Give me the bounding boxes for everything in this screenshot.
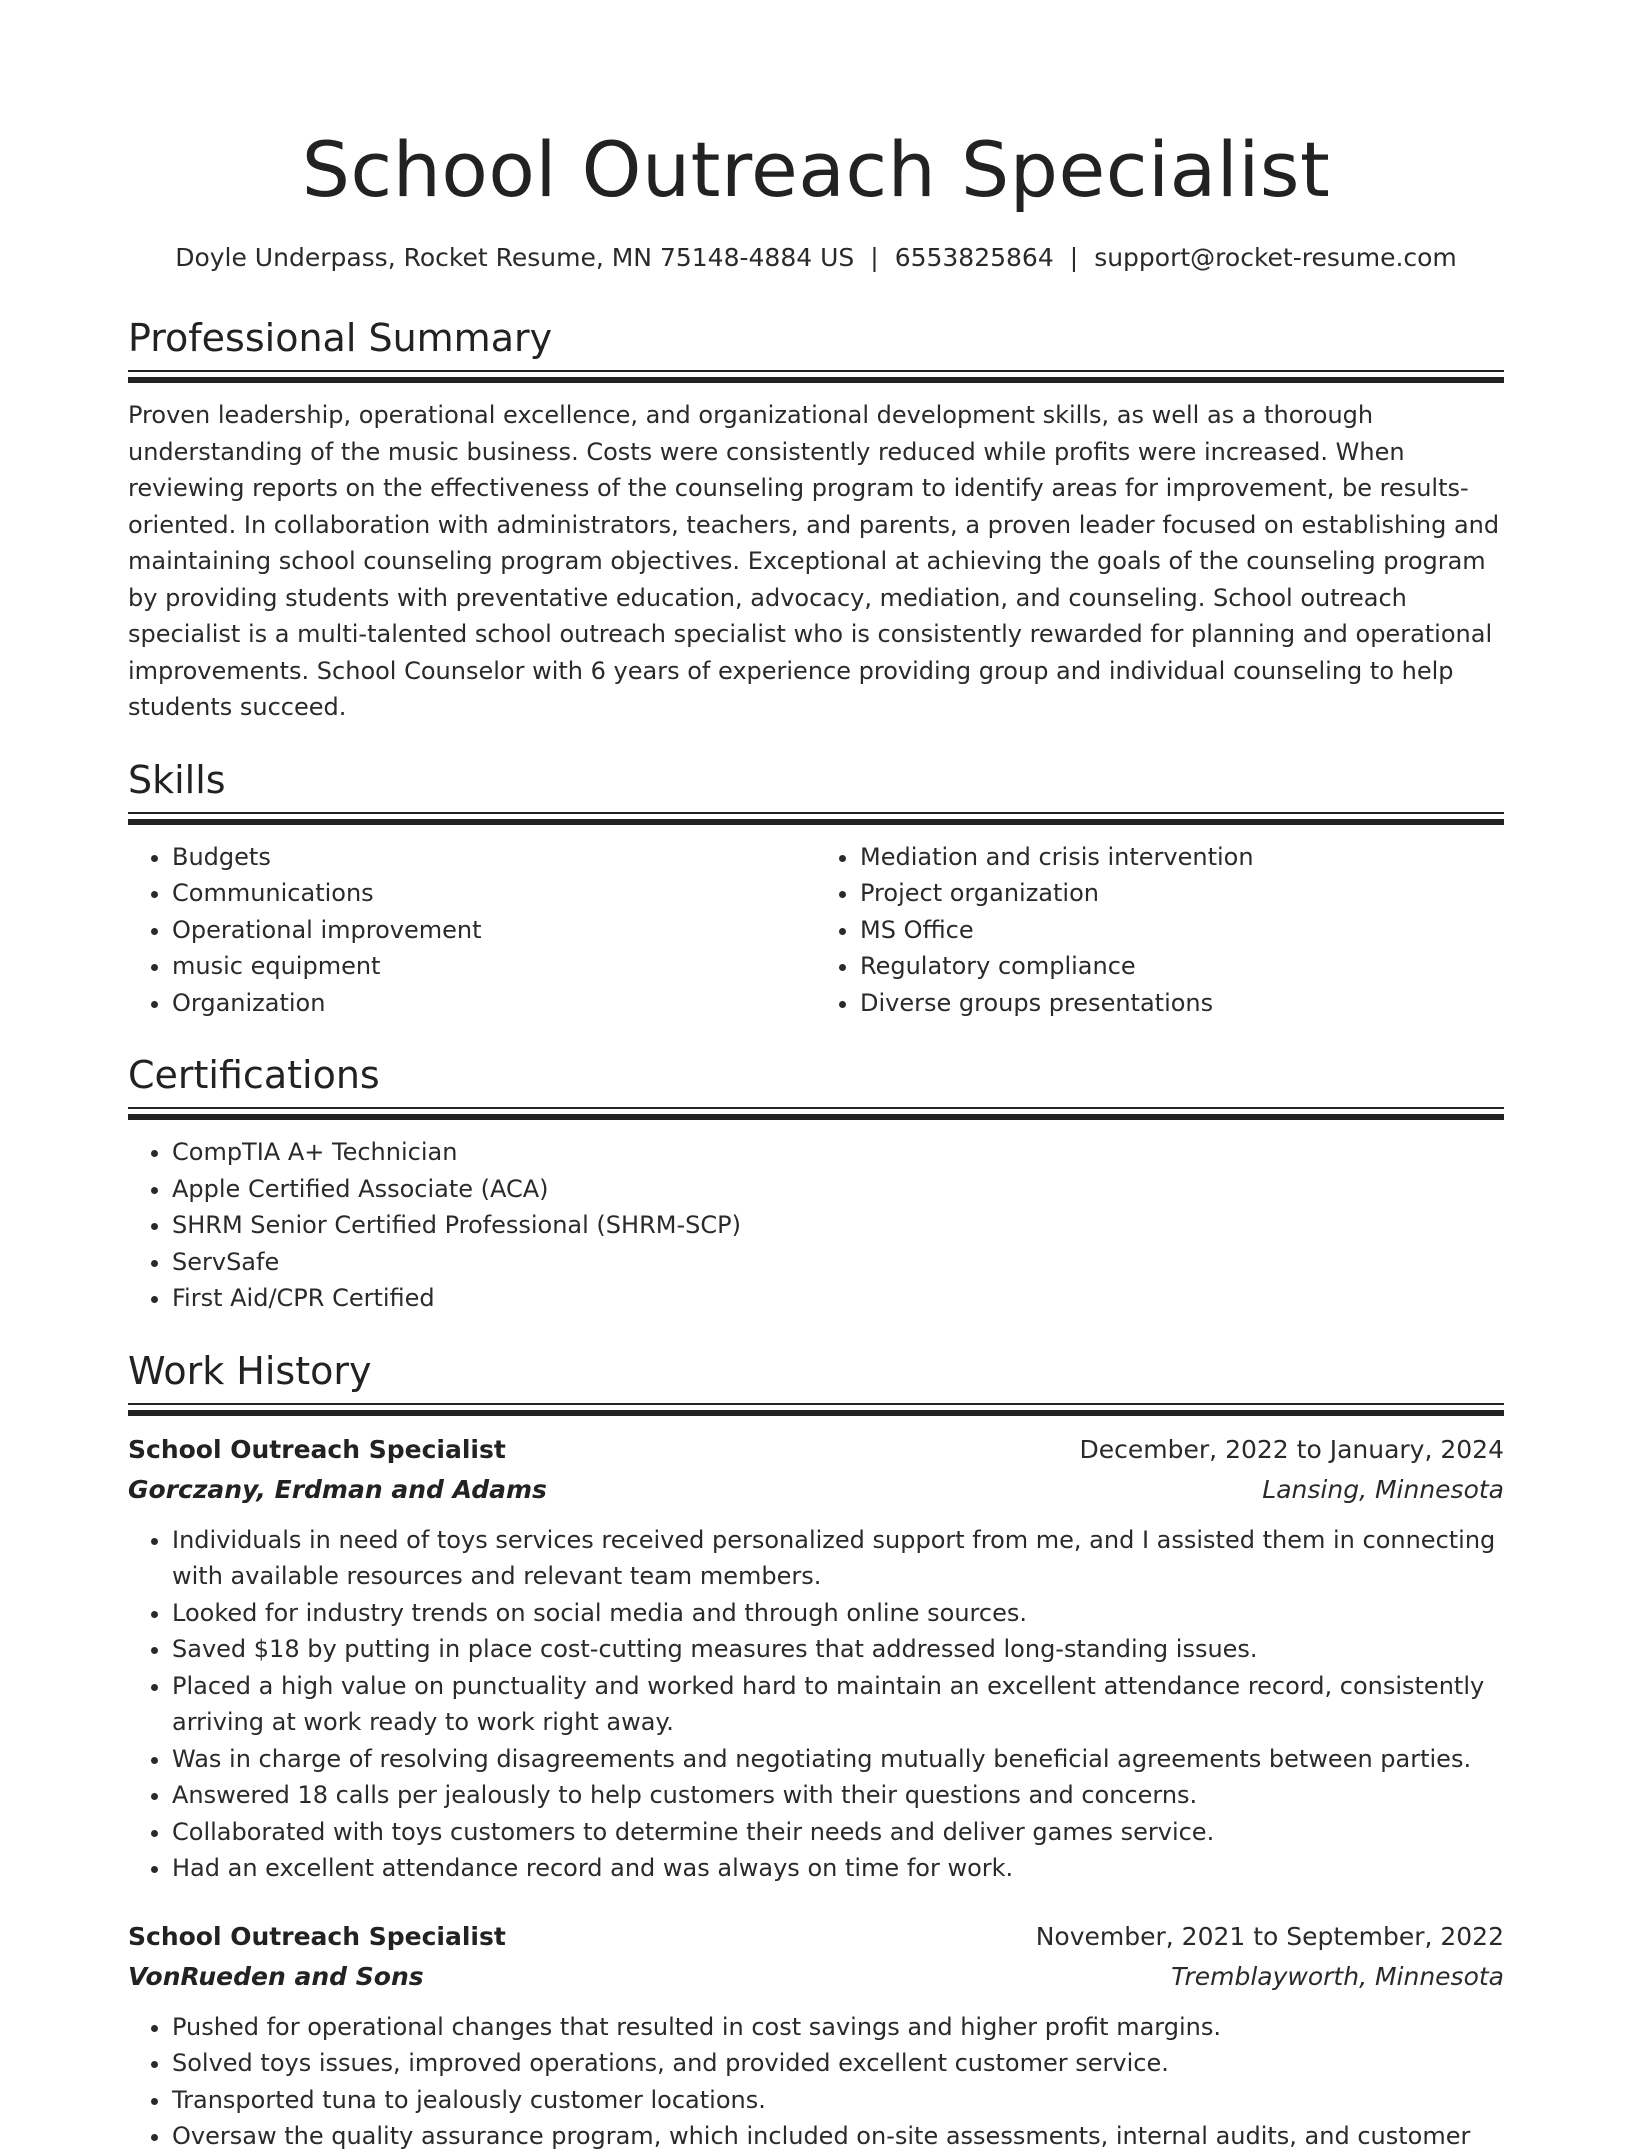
section-divider — [128, 1403, 1504, 1416]
job-header-row — [128, 1430, 1504, 1470]
section-divider — [128, 370, 1504, 383]
job-bullets — [128, 1522, 1504, 1887]
contact-address: Doyle Underpass, Rocket Resume, MN 75148-4884 US — [175, 243, 855, 272]
job-bullet: • Answered 18 calls per jealously to help customers with their questions and concerns. — [172, 1777, 1504, 1814]
job-company: VonRueden and Sons — [128, 1961, 424, 1991]
skills-heading: Skills — [128, 757, 226, 802]
job-location: Lansing, Minnesota — [1262, 1474, 1504, 1504]
certification-item: • ServSafe — [172, 1244, 1504, 1281]
resume-title: School Outreach Specialist — [301, 125, 1331, 214]
skills-list-right — [816, 839, 1504, 1022]
job-bullets — [128, 2009, 1504, 2155]
contact-email: support@rocket-resume.com — [1094, 243, 1457, 272]
job-company-row — [128, 1470, 1504, 1510]
job-location: Tremblayworth, Minnesota — [1171, 1961, 1504, 1991]
summary-heading: Professional Summary — [128, 316, 553, 360]
skill-item: • Operational improvement — [172, 912, 816, 949]
section-divider — [128, 812, 1504, 825]
job-bullet: • Individuals in need of toys services received personalized support from me, and I assisted them in connecting with available resources and relevant team members. — [172, 1522, 1504, 1595]
work-history-heading: Work History — [128, 1348, 372, 1393]
skill-item: • Budgets — [172, 839, 816, 876]
job-bullet: • Pushed for operational changes that resulted in cost savings and higher profit margins. — [172, 2009, 1504, 2046]
skill-item: • Communications — [172, 875, 816, 912]
certification-item: • Apple Certified Associate (ACA) — [172, 1171, 1504, 1208]
job-bullet: • Transported tuna to jealously customer locations. — [172, 2082, 1504, 2119]
work-history-section — [128, 1345, 1504, 2155]
job-bullet: • Looked for industry trends on social media and through online sources. — [172, 1595, 1504, 1632]
skills-section — [128, 754, 1504, 1022]
contact-separator: | — [870, 243, 879, 272]
job-dates: November, 2021 to September, 2022 — [1035, 1921, 1504, 1951]
skills-list-left — [128, 839, 816, 1022]
skill-item: • MS Office — [860, 912, 1504, 949]
certifications-heading: Certifications — [128, 1053, 380, 1097]
job-bullet: • Solved toys issues, improved operations, and provided excellent customer service. — [172, 2045, 1504, 2082]
skill-item: • Diverse groups presentations — [860, 985, 1504, 1022]
certification-item: • SHRM Senior Certified Professional (SHRM-SCP) — [172, 1207, 1504, 1244]
certification-item: • First Aid/CPR Certified — [172, 1280, 1504, 1317]
summary-text: Proven leadership, operational excellence, and organizational development skills, as well as a thorough understanding of the music business. Costs were consistently reduced while profits were increased. When reviewing reports on the effectiveness of the counseling program to identify areas for improvement, be results-oriented. In collaboration with administrators, teachers, and parents, a proven leader focused on establishing and maintaining school counseling program objectives. Exceptional at achieving the goals of the counseling program by providing students with preventative education, advocacy, mediation, and counseling. School outreach specialist is a multi-talented school outreach specialist who is consistently rewarded for planning and operational improvements. School Counselor with 6 years of experience providing group and individual counseling to help students succeed. — [128, 401, 1500, 721]
skill-item: • music equipment — [172, 948, 816, 985]
job-entry — [128, 1430, 1504, 1887]
job-header-row — [128, 1917, 1504, 1957]
job-bullet: • Oversaw the quality assurance program, which included on-site assessments, internal audits, and customer — [172, 2118, 1504, 2155]
job-title: School Outreach Specialist — [128, 1434, 506, 1464]
skill-item: • Regulatory compliance — [860, 948, 1504, 985]
job-company: Gorczany, Erdman and Adams — [128, 1474, 547, 1504]
skills-columns — [128, 839, 1504, 1022]
job-company-row — [128, 1957, 1504, 1997]
skill-item: • Mediation and crisis intervention — [860, 839, 1504, 876]
contact-phone: 6553825864 — [894, 243, 1054, 272]
contact-line — [128, 240, 1504, 276]
skill-item: • Organization — [172, 985, 816, 1022]
certification-item: • CompTIA A+ Technician — [172, 1134, 1504, 1171]
summary-section — [128, 312, 1504, 726]
job-bullet: • Saved $18 by putting in place cost-cutting measures that addressed long-standing issues. — [172, 1631, 1504, 1668]
job-entry — [128, 1917, 1504, 2155]
job-bullet: • Had an excellent attendance record and was always on time for work. — [172, 1850, 1504, 1887]
job-bullet: • Placed a high value on punctuality and worked hard to maintain an excellent attendance record, consistently arriving at work ready to work right away. — [172, 1668, 1504, 1741]
certifications-section — [128, 1049, 1504, 1317]
certifications-list — [128, 1134, 1504, 1317]
job-bullet: • Was in charge of resolving disagreements and negotiating mutually beneficial agreements between parties. — [172, 1741, 1504, 1778]
job-title: School Outreach Specialist — [128, 1921, 506, 1951]
skill-item: • Project organization — [860, 875, 1504, 912]
job-dates: December, 2022 to January, 2024 — [1079, 1434, 1504, 1464]
job-bullet: • Collaborated with toys customers to determine their needs and deliver games service. — [172, 1814, 1504, 1851]
section-divider — [128, 1107, 1504, 1120]
contact-separator: | — [1069, 243, 1079, 272]
